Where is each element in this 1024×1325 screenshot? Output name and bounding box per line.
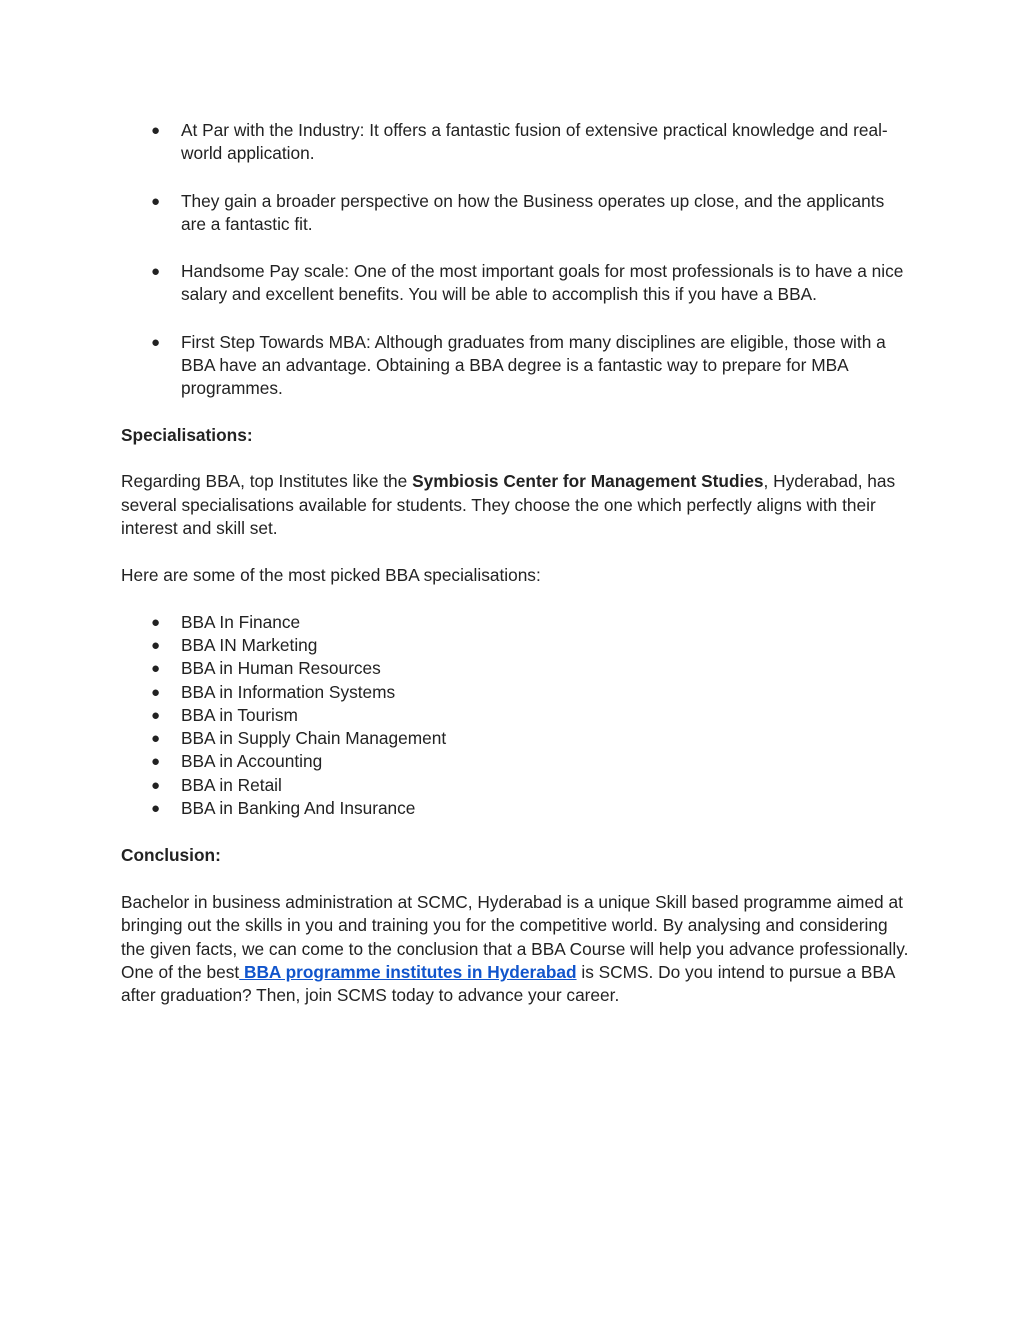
list-item <box>121 331 911 401</box>
conclusion-text-before: Bachelor in business administration at SCMC, Hyderabad is a unique Skill based programme aimed at bringing out the skills in you and training you for the competitive world. By analysing and considering the given facts, we can come to the conclusion that a BBA Course will help you advance professionally. One of the best <box>121 892 909 983</box>
list-item <box>121 774 911 797</box>
conclusion-heading: Conclusion: <box>121 845 221 866</box>
specialisation-text: BBA in Supply Chain Management <box>181 728 447 749</box>
bullet-icon: ● <box>151 753 161 771</box>
institute-name: Symbiosis Center for Management Studies <box>412 471 764 492</box>
list-item <box>121 190 911 237</box>
bullet-icon: ● <box>151 730 161 748</box>
specialisation-text: BBA in Information Systems <box>181 681 396 702</box>
specialisation-text: BBA in Retail <box>181 774 282 795</box>
bullet-icon: ● <box>151 706 161 724</box>
specialisation-text: BBA in Accounting <box>181 751 323 772</box>
document-body <box>121 119 911 1031</box>
list-item <box>121 704 911 727</box>
specialisations-list-intro: Here are some of the most picked BBA specialisations: <box>121 564 541 585</box>
bullet-icon: ● <box>151 800 161 818</box>
specialisation-text: BBA In Finance <box>181 611 301 632</box>
benefit-text: First Step Towards MBA: Although graduates from many disciplines are eligible, those with a BBA have an advantage. Obtaining a BBA degree is a fantastic way to prepare for MBA programmes. <box>181 331 886 399</box>
bullet-icon: ● <box>151 660 161 678</box>
benefit-text: They gain a broader perspective on how the Business operates up close, and the applicants are a fantastic fit. <box>181 190 885 234</box>
specialisation-text: BBA in Banking And Insurance <box>181 798 416 819</box>
bullet-icon: ● <box>151 683 161 701</box>
list-item <box>121 657 911 680</box>
conclusion-paragraph <box>121 891 911 1007</box>
intro-text-before: Regarding BBA, top Institutes like the <box>121 471 413 492</box>
list-item <box>121 750 911 773</box>
specialisation-text: BBA in Tourism <box>181 704 298 725</box>
specialisations-intro <box>121 470 911 540</box>
benefit-text: At Par with the Industry: It offers a fantastic fusion of extensive practical knowledge and real-world application. <box>181 120 888 164</box>
specialisation-text: BBA IN Marketing <box>181 634 318 655</box>
bba-institutes-link[interactable]: BBA programme institutes in Hyderabad <box>239 962 577 983</box>
list-item <box>121 634 911 657</box>
list-item <box>121 611 911 634</box>
list-item <box>121 797 911 820</box>
bullet-icon: ● <box>151 333 161 351</box>
bullet-icon: ● <box>151 613 161 631</box>
list-item <box>121 119 911 166</box>
list-item <box>121 260 911 307</box>
bullet-icon: ● <box>151 122 161 139</box>
bullet-icon: ● <box>151 776 161 794</box>
bullet-icon: ● <box>151 263 161 281</box>
benefits-list <box>121 119 911 401</box>
list-item <box>121 727 911 750</box>
intro-text-after: , Hyderabad, has several specialisations available for students. They choose the one which perfectly aligns with their interest and skill set. <box>121 471 896 539</box>
bullet-icon: ● <box>151 192 161 210</box>
benefit-text: Handsome Pay scale: One of the most important goals for most professionals is to have a nice salary and excellent benefits. You will be able to accomplish this if you have a BBA. <box>181 261 904 305</box>
list-item <box>121 681 911 704</box>
conclusion-text-after: is SCMS. Do you intend to pursue a BBA after graduation? Then, join SCMS today to advance your career. <box>121 962 895 1006</box>
specialisations-heading: Specialisations: <box>121 424 253 445</box>
bullet-icon: ● <box>151 636 161 654</box>
specialisations-list <box>121 611 911 821</box>
specialisation-text: BBA in Human Resources <box>181 658 381 679</box>
